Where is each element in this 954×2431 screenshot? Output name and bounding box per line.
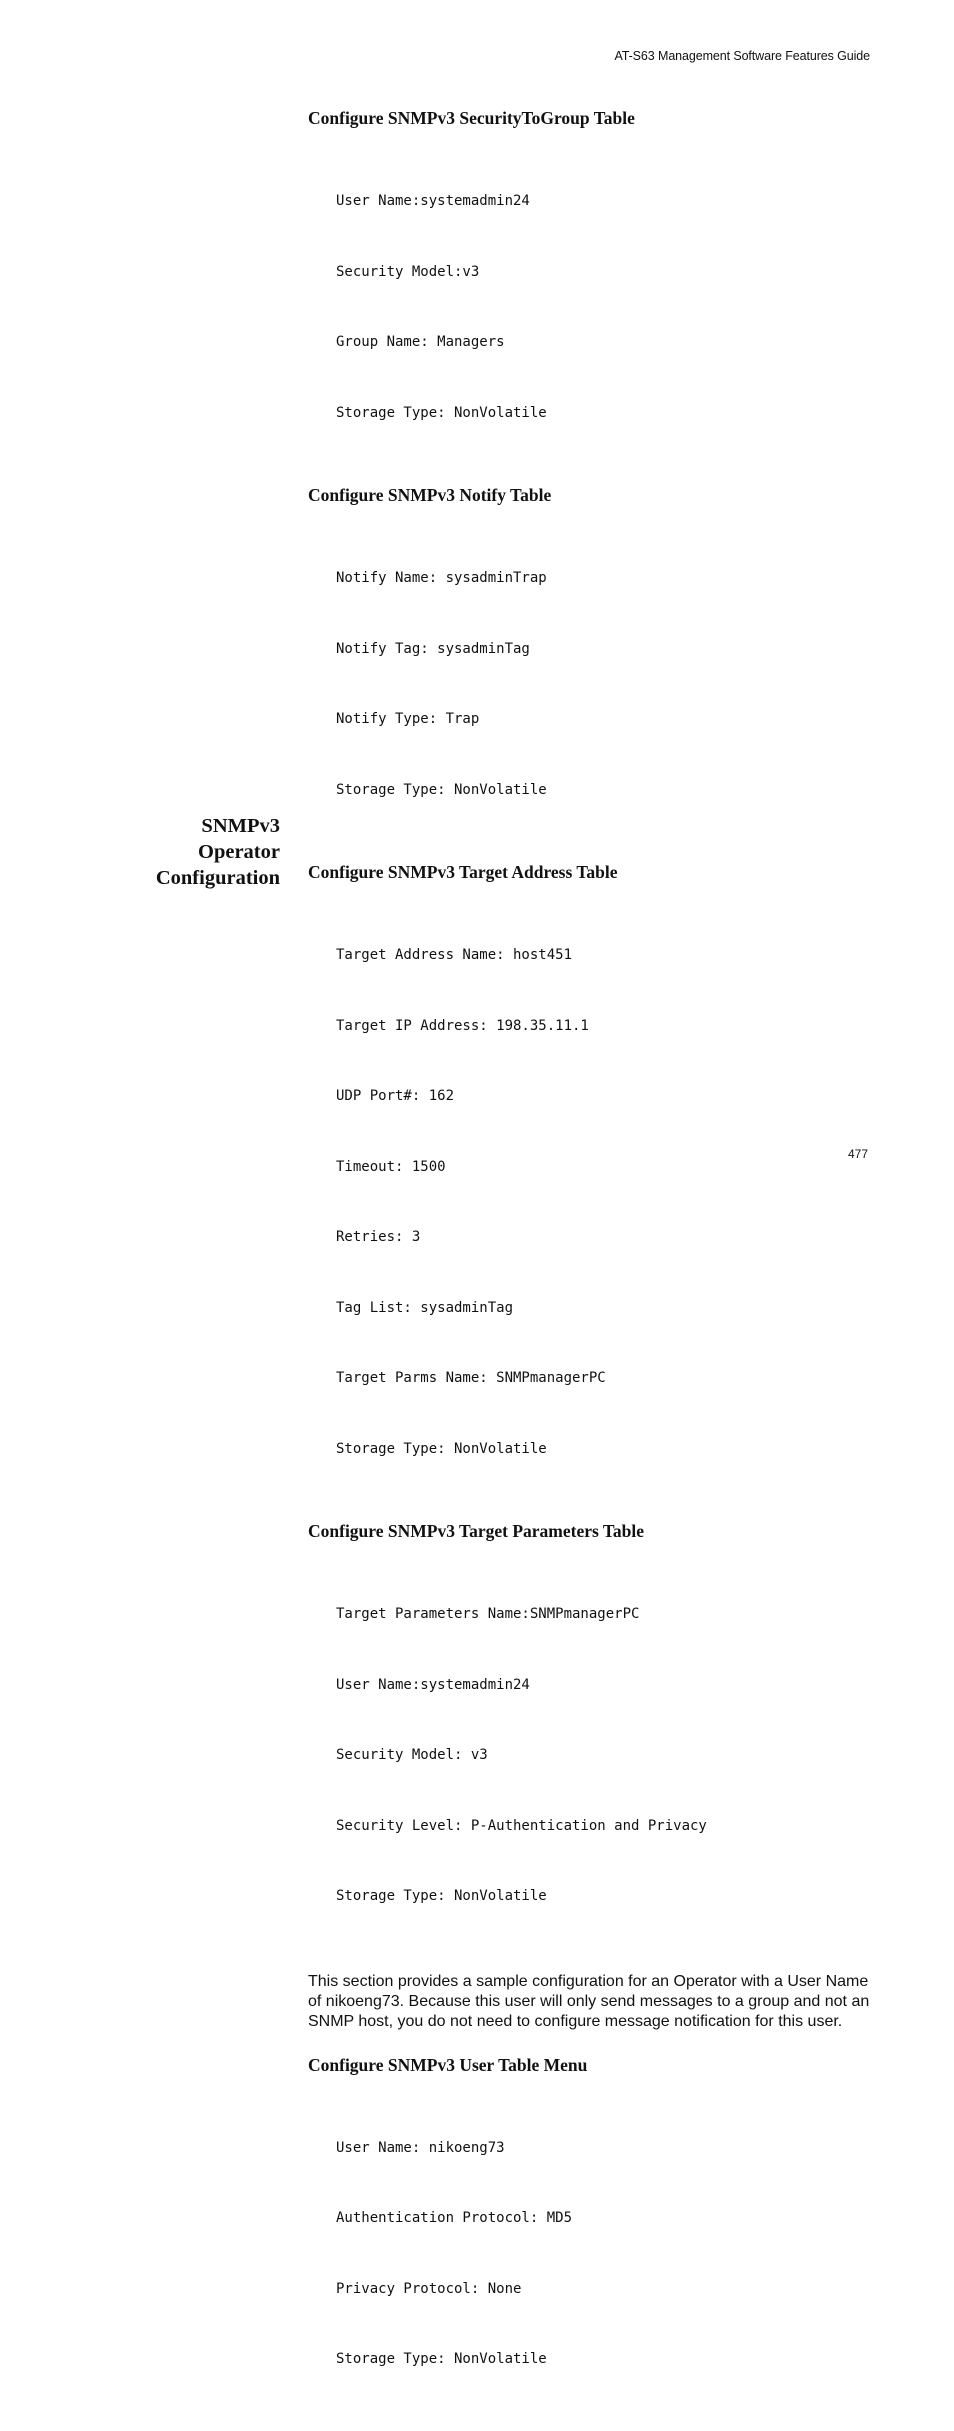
section-title: Configure SNMPv3 User Table Menu [308, 2054, 588, 2075]
code-block [336, 143, 870, 472]
code-line: Security Level: P-Authentication and Privacy [336, 1817, 707, 1834]
code-line: Storage Type: NonVolatile [336, 2351, 547, 2367]
code-block [336, 897, 870, 1508]
code-line: Storage Type: NonVolatile [336, 1440, 547, 1457]
sidebar-heading-line: Configuration [155, 867, 280, 889]
code-line: Tag List: sysadminTag [336, 1299, 514, 1316]
section-target-parameters [308, 1520, 870, 1956]
section-operator [308, 1972, 870, 2419]
code-line: Privacy Protocol: None [336, 2280, 522, 2297]
code-line: Storage Type: NonVolatile [336, 1888, 547, 1904]
code-line: User Name: nikoeng73 [336, 2139, 505, 2156]
code-block [336, 520, 870, 849]
section-notify [308, 484, 870, 849]
section-title: Configure SNMPv3 SecurityToGroup Table [308, 108, 635, 128]
section-securitytogroup [308, 107, 870, 472]
section-title: Configure SNMPv3 Notify Table [308, 485, 552, 505]
code-line: Notify Name: sysadminTrap [336, 570, 547, 586]
code-line: Target Parms Name: SNMPmanagerPC [336, 1370, 606, 1386]
section-target-address [308, 861, 870, 1508]
code-block [336, 1556, 870, 1956]
code-line: Notify Type: Trap [336, 711, 480, 727]
code-line: Authentication Protocol: MD5 [336, 2210, 573, 2226]
code-line: Target IP Address: 198.35.11.1 [336, 1017, 589, 1034]
running-header: AT-S63 Management Software Features Guide [614, 49, 870, 63]
code-line: UDP Port#: 162 [336, 1088, 455, 1104]
main-content [308, 107, 870, 2431]
code-line: Storage Type: NonVolatile [336, 781, 547, 798]
page-number: 477 [847, 1147, 868, 1161]
code-line: Group Name: Managers [336, 334, 505, 350]
code-line: Notify Tag: sysadminTag [336, 640, 530, 657]
sidebar-heading-line: Operator [198, 841, 280, 863]
code-line: Storage Type: NonVolatile [336, 404, 547, 421]
operator-paragraph: This section provides a sample configuration for an Operator with a User Name of nikoeng73. Because this user will only send messages to a group and not an SNMP host, you do not need to configure message notification for this user. [308, 1972, 870, 2030]
code-line: User Name:systemadmin24 [336, 1676, 530, 1693]
sidebar-heading-line: SNMPv3 [201, 815, 280, 837]
code-line: User Name:systemadmin24 [336, 193, 530, 209]
section-title: Configure SNMPv3 Target Address Table [308, 862, 618, 882]
code-line: Target Parameters Name:SNMPmanagerPC [336, 1606, 640, 1622]
code-block [336, 2090, 870, 2419]
code-line: Security Model: v3 [336, 1747, 488, 1763]
code-line: Security Model:v3 [336, 263, 480, 280]
code-line: Retries: 3 [336, 1229, 421, 1245]
code-line: Timeout: 1500 [336, 1158, 446, 1175]
section-title: Configure SNMPv3 Target Parameters Table [308, 1521, 645, 1541]
code-line: Target Address Name: host451 [336, 947, 573, 963]
sidebar-heading-operator [100, 813, 280, 891]
